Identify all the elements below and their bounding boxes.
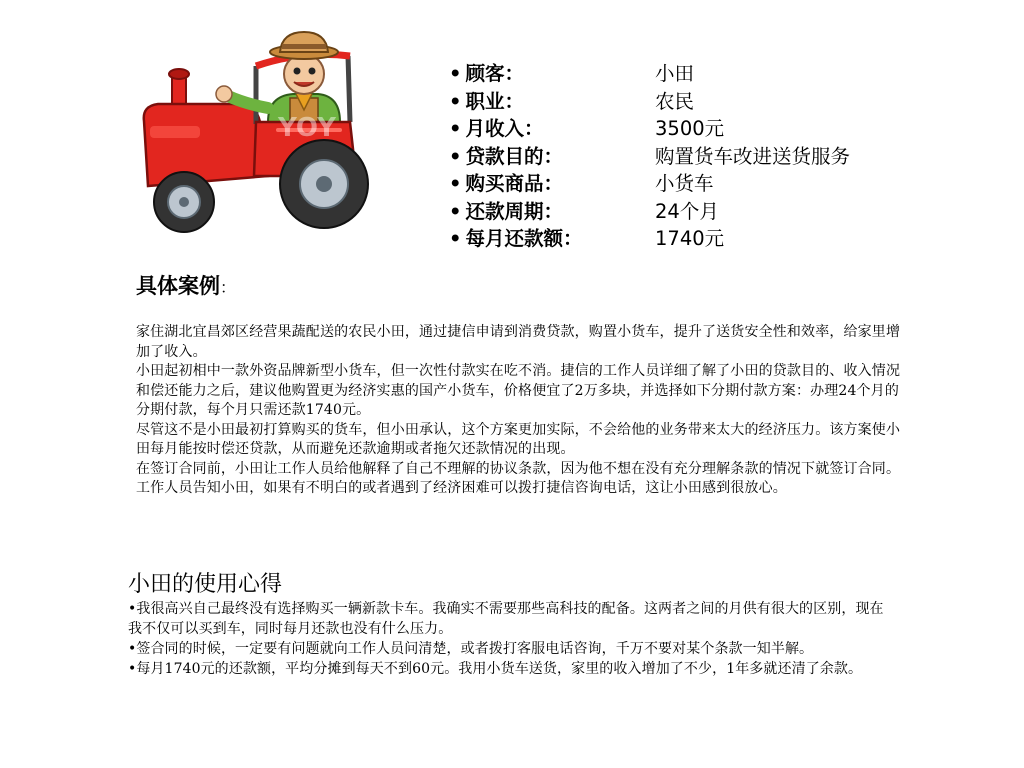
profile-row-customer (449, 60, 969, 88)
experience-item: •签合同的时候，一定要有问题就向工作人员问清楚，或者拨打客服电话咨询，千万不要对某个条款一知半解。 (128, 641, 814, 657)
bullet: • (449, 144, 462, 168)
experience-item: •我很高兴自己最终没有选择购买一辆新款卡车。我确实不需要那些高科技的配备。这两者之间的月供有很大的区别，现在我不仅可以买到车，同时每月还款也没有什么压力。 (128, 601, 884, 637)
rear-wheel (280, 140, 368, 228)
experience-list (128, 599, 896, 679)
watermark-text: YOY (278, 113, 336, 143)
profile-row-product (449, 170, 969, 198)
profile-value: 小田 (655, 62, 695, 85)
profile-label: 还款周期： (465, 199, 563, 223)
bullet: • (449, 172, 462, 195)
bullet: • (449, 117, 462, 140)
bullet: • (449, 199, 462, 223)
profile-label: 贷款目的： (465, 144, 563, 168)
profile-label: 月收入： (465, 117, 544, 140)
profile-value: 3500元 (655, 117, 725, 140)
experience-item: •每月1740元的还款额，平均分摊到每天不到60元。我用小货车送货，家里的收入增加了不少，1年多就还清了余款。 (128, 661, 863, 677)
bullet: • (449, 62, 462, 85)
bullet: • (449, 227, 462, 250)
customer-profile (449, 60, 969, 253)
experience-heading: 小田的使用心得 (128, 572, 283, 597)
profile-label: 购买商品： (465, 172, 563, 195)
profile-row-monthly-payment (449, 225, 969, 253)
case-body (136, 323, 908, 499)
tractor-farmer-illustration (128, 26, 378, 236)
case-paragraph: 尽管这不是小田最初打算购买的货车，但小田承认，这个方案更加实际，不会给他的业务带来太大的经济压力。该方案使小田每月能按时偿还贷款，从而避免还款逾期或者拖欠还款情况的出现。 (136, 421, 901, 457)
case-paragraph: 小田起初相中一款外资品牌新型小货车，但一次性付款实在吃不消。捷信的工作人员详细了解了小田的贷款目的、收入情况和偿还能力之后，建议他购置更为经济实惠的国产小货车，价格便宜了2万多块，并选择如下分期付款方案：办理24个月的分期付款，每个月只需还款1740元。 (136, 363, 901, 418)
profile-label: 职业： (465, 89, 524, 113)
profile-value: 小货车 (655, 172, 714, 195)
profile-label: 每月还款额： (465, 227, 583, 250)
profile-value: 24个月 (655, 199, 719, 223)
case-paragraph: 家住湖北宜昌郊区经营果蔬配送的农民小田，通过捷信申请到消费贷款，购置小货车，提升了送货安全性和效率，给家里增加了收入。 (136, 324, 901, 360)
profile-row-occupation (449, 88, 969, 116)
profile-value: 1740元 (655, 227, 725, 250)
bullet: • (449, 89, 462, 113)
profile-value: 购置货车改进送货服务 (655, 144, 851, 168)
profile-row-repayment-period (449, 198, 969, 226)
case-heading-text: 具体案例 (136, 274, 220, 298)
profile-value: 农民 (655, 89, 695, 113)
profile-label: 顾客： (465, 62, 524, 85)
profile-row-loan-purpose (449, 143, 969, 171)
case-heading (136, 270, 236, 300)
front-wheel (154, 172, 214, 232)
case-paragraph: 在签订合同前，小田让工作人员给他解释了自己不理解的协议条款，因为他不想在没有充分理解条款的情况下就签订合同。工作人员告知小田，如果有不明白的或者遇到了经济困难可以拨打捷信咨询电话，这让小田感到很放心。 (136, 460, 901, 496)
case-heading-colon: ： (220, 278, 237, 297)
profile-row-monthly-income (449, 115, 969, 143)
